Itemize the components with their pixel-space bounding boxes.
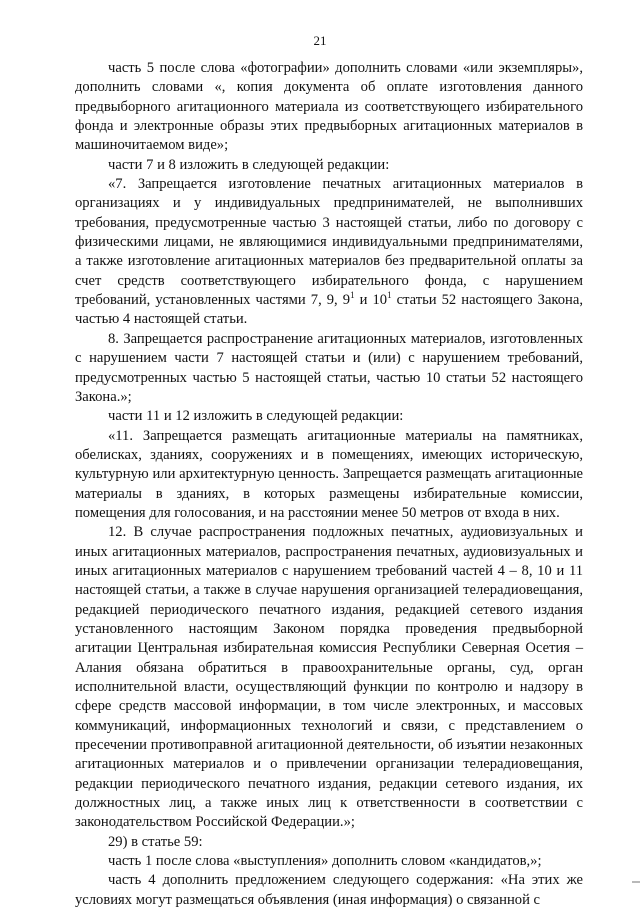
superscript-index: 1: [387, 290, 392, 301]
paragraph-part12-text: 12. В случае распространения подложных печатных, аудиовизуальных и иных агитационных материалов, распространения печатных, аудиовизуальных и иных агитационных материалов с нарушением требований частей 4 – 8, 10 и 11 настоящей статьи, а также в случае нарушения организацией телерадиовещания, редакцией периодического печатного издания, редакцией сетевого издания установленного настоящим Законом порядка проведения предвыборной агитации Центральная избирательная комиссия Республики Северная Осетия – Алания обязана обратиться в правоохранительные органы, суд, орган исполнительной власти, осуществляющий функции по контролю и надзору в сфере средств массовой информации, в том числе электронных, и массовых коммуникаций, информационных технологий и связи, с представлением о пресечении противоправной агитационной деятельности, об изъятии незаконных агитационных материалов и о привлечении организации телерадиовещания, редакции периодического печатного издания, редакции сетевого издания, их должностных лиц, а также иных лиц к ответственности в соответствии с законодательством Российской Федерации.»;: [75, 524, 583, 831]
paragraph-part5-amendment: часть 5 после слова «фотографии» дополнить словами «или экземпляры», дополнить словами «, копия документа об оплате изготовления данного предвыборного агитационного материала из соответствующего избирательного фонда и электронные образы этих предвыборных агитационных материалов в машиночитаемом виде»;: [75, 60, 583, 154]
part7-text-middle: и 10: [354, 292, 388, 309]
paragraph-parts-7-8-intro: части 7 и 8 изложить в следующей редакции:: [108, 156, 390, 173]
paragraph-article59-part1: часть 1 после слова «выступления» дополнить словом «кандидатов,»;: [108, 853, 542, 870]
paragraph-article59-part4: часть 4 дополнить предложением следующего содержания: «На этих же условиях могут размещаться объявления (иная информация) о связанной с: [75, 872, 583, 908]
paragraph-part7-text: [75, 175, 583, 330]
paragraph-part11-text: «11. Запрещается размещать агитационные материалы на памятниках, обелисках, зданиях, сооружениях и в помещениях, имеющих историческую, культурную или архитектурную ценность. Запрещается размещать агитационные материалы в зданиях, в которых размещены избирательные комиссии, помещения для голосования, и на расстоянии менее 50 метров от входа в них.: [75, 427, 583, 521]
part7-text-start: «7. Запрещается изготовление печатных агитационных материалов в организациях и у индивидуальных предпринимателей, не выполнивших требования, предусмотренные частью 3 настоящей статьи, либо по договору с физическими лицами, не являющимися индивидуальными предпринимателями, а также изготовление агитационных материалов без предварительной оплаты за счет средств соответствующего избирательного фонда, с нарушением требований, установленных частями 7, 9, 9: [75, 176, 583, 309]
page-number: 21: [313, 33, 327, 48]
scan-edge-mark: [632, 881, 640, 883]
part7-text-end: статьи 52 настоящего Закона, частью 4 настоящей статьи.: [75, 292, 583, 328]
paragraph-parts-11-12-intro: части 11 и 12 изложить в следующей редакции:: [108, 408, 404, 425]
paragraph-article59-heading: 29) в статье 59:: [108, 833, 203, 850]
document-body: [75, 59, 583, 910]
paragraph-part8-text: 8. Запрещается распространение агитационных материалов, изготовленных с нарушением части 7 настоящей статьи и (или) с нарушением требований, предусмотренных частью 5 настоящей статьи, частью 10 статьи 52 настоящего Закона.»;: [75, 330, 583, 405]
superscript-index: 1: [350, 290, 355, 301]
